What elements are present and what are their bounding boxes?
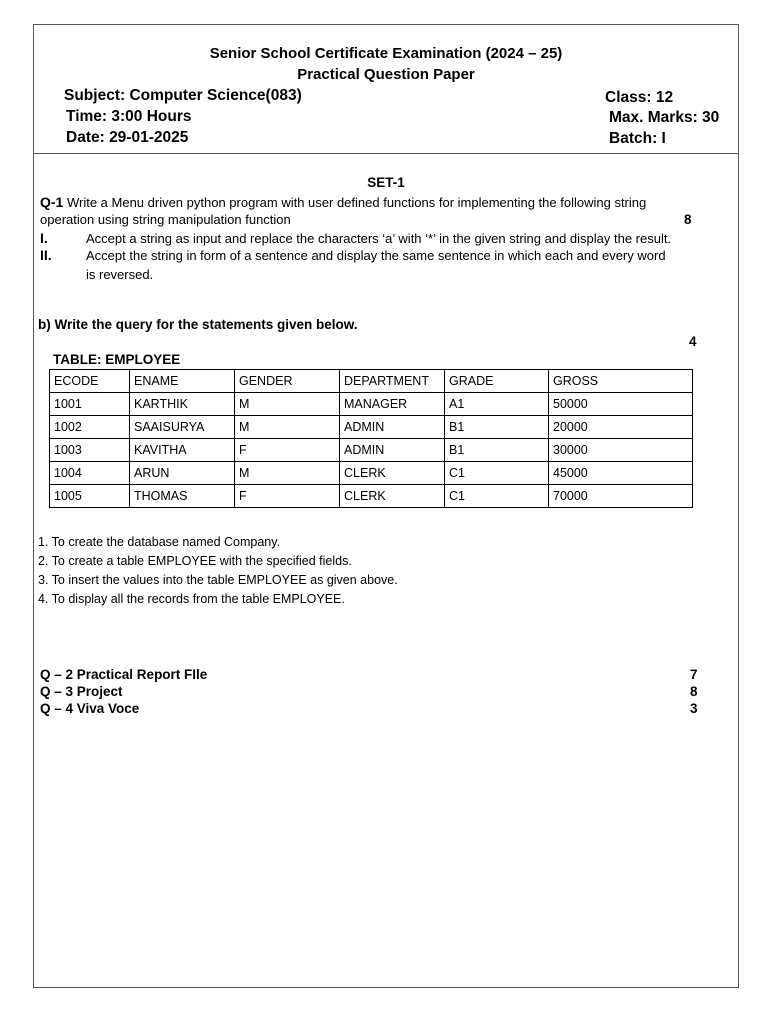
table-cell: 1001 <box>50 393 130 416</box>
subject-label: Subject: Computer Science(083) <box>64 87 302 104</box>
table-cell: C1 <box>445 462 549 485</box>
table-cell: C1 <box>445 485 549 508</box>
qb-label: b) Write the query for the statements given below. <box>38 317 358 332</box>
table-cell: A1 <box>445 393 549 416</box>
table-row <box>50 439 693 462</box>
q1-text-line2: operation using string manipulation function <box>40 212 291 227</box>
table-cell: M <box>235 462 340 485</box>
col-header: DEPARTMENT <box>340 370 445 393</box>
table-cell: B1 <box>445 439 549 462</box>
q1-label: Q-1 <box>40 194 64 210</box>
table-cell: 1003 <box>50 439 130 462</box>
qb-marks: 4 <box>689 334 697 349</box>
statement-1: 1. To create the database named Company. <box>38 535 281 549</box>
table-cell: ADMIN <box>340 439 445 462</box>
table-cell: M <box>235 416 340 439</box>
col-header: GROSS <box>549 370 693 393</box>
table-cell: ADMIN <box>340 416 445 439</box>
table-cell: ARUN <box>130 462 235 485</box>
q3-marks: 8 <box>690 684 698 699</box>
table-cell: KAVITHA <box>130 439 235 462</box>
table-row <box>50 462 693 485</box>
table-cell: 20000 <box>549 416 693 439</box>
col-header: ECODE <box>50 370 130 393</box>
table-cell: THOMAS <box>130 485 235 508</box>
table-cell: 50000 <box>549 393 693 416</box>
batch-label: Batch: I <box>609 130 666 147</box>
table-cell: SAAISURYA <box>130 416 235 439</box>
q3-label: Q – 3 Project <box>40 684 123 699</box>
table-cell: CLERK <box>340 462 445 485</box>
q1-text-line1: Write a Menu driven python program with user defined functions for implementing the following string <box>63 195 647 210</box>
table-cell: 1005 <box>50 485 130 508</box>
date-label: Date: 29-01-2025 <box>66 129 189 146</box>
table-cell: 70000 <box>549 485 693 508</box>
table-row <box>50 393 693 416</box>
table-cell: B1 <box>445 416 549 439</box>
q4-label: Q – 4 Viva Voce <box>40 701 140 716</box>
q1-item1-num: I. <box>40 230 48 246</box>
table-cell: KARTHIK <box>130 393 235 416</box>
col-header: GRADE <box>445 370 549 393</box>
max-marks-label: Max. Marks: 30 <box>609 109 720 126</box>
q1-item2-num: II. <box>40 247 52 263</box>
q2-marks: 7 <box>690 667 698 682</box>
statement-4: 4. To display all the records from the table EMPLOYEE. <box>38 592 345 606</box>
paper-subtitle: Practical Question Paper <box>297 66 475 83</box>
table-cell: CLERK <box>340 485 445 508</box>
table-cell: MANAGER <box>340 393 445 416</box>
q2-label: Q – 2 Practical Report FIle <box>40 667 208 682</box>
table-title: TABLE: EMPLOYEE <box>53 352 181 367</box>
class-label: Class: 12 <box>605 89 674 106</box>
col-header: ENAME <box>130 370 235 393</box>
q1-item1-text: Accept a string as input and replace the characters ‘a’ with ‘*’ in the given string and display the result. <box>86 231 672 246</box>
time-label: Time: 3:00 Hours <box>66 108 192 125</box>
statement-3: 3. To insert the values into the table EMPLOYEE as given above. <box>38 573 398 587</box>
q1-item2-text-line1: Accept the string in form of a sentence and display the same sentence in which each and every word <box>86 248 666 263</box>
q1-item2-text-line2: is reversed. <box>86 267 154 282</box>
employee-table <box>49 369 693 508</box>
table-cell: F <box>235 439 340 462</box>
table-cell: 1004 <box>50 462 130 485</box>
table-row <box>50 416 693 439</box>
table-row <box>50 485 693 508</box>
q1-line1 <box>40 194 646 210</box>
table-header-row <box>50 370 693 393</box>
col-header: GENDER <box>235 370 340 393</box>
table-cell: 30000 <box>549 439 693 462</box>
set-label: SET-1 <box>367 175 405 190</box>
question-paper <box>33 24 739 988</box>
q1-marks: 8 <box>684 212 692 227</box>
table-cell: F <box>235 485 340 508</box>
table-cell: M <box>235 393 340 416</box>
header-divider <box>34 153 738 154</box>
statement-2: 2. To create a table EMPLOYEE with the specified fields. <box>38 554 352 568</box>
table-cell: 1002 <box>50 416 130 439</box>
table-cell: 45000 <box>549 462 693 485</box>
q4-marks: 3 <box>690 701 698 716</box>
exam-title: Senior School Certificate Examination (2024 – 25) <box>209 45 563 62</box>
